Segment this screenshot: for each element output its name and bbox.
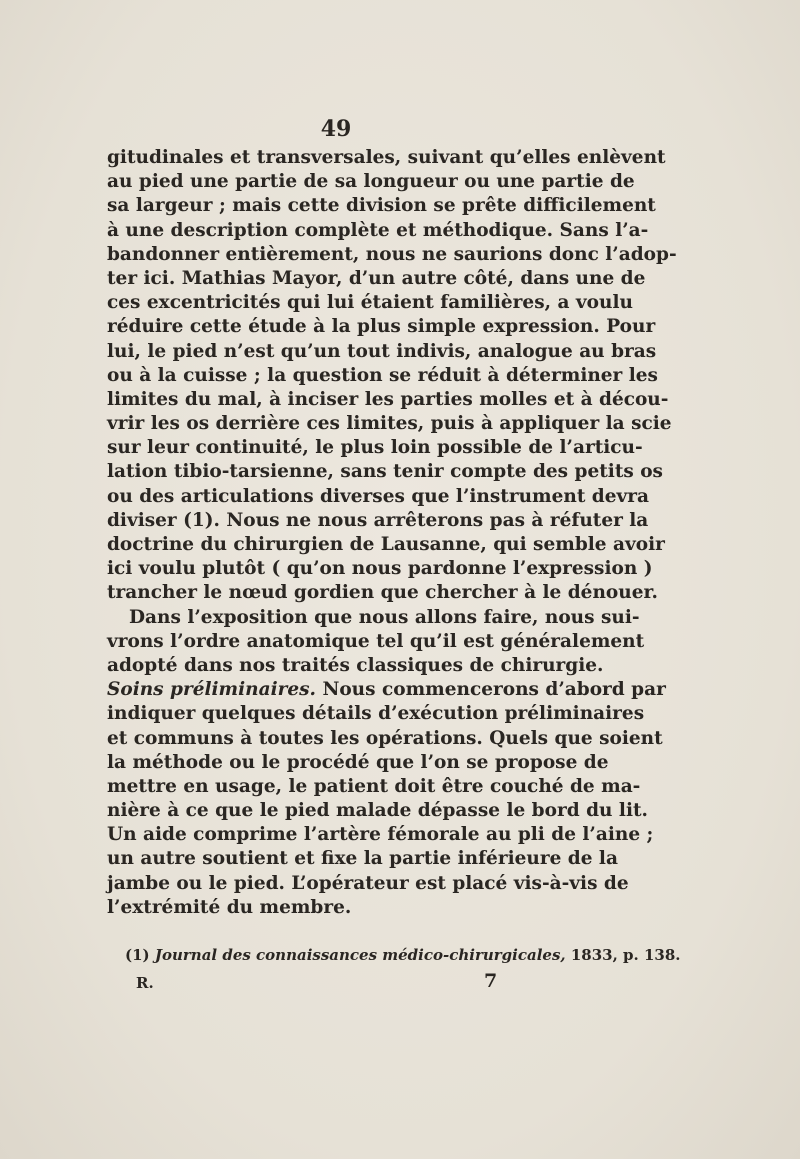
footnote-reference: 1833, p. 138. [570,946,681,964]
text-line-rest: Nous commencerons d’abord par [322,679,666,701]
text-line: lation tibio-tarsienne, sans tenir compte des petits os [107,461,663,483]
signature-mark: R. [136,974,154,992]
text-line: un autre soutient et fixe la partie inférieure de la [107,848,618,870]
text-line: ces excentricités qui lui étaient familières, a voulu [107,292,633,314]
text-line: réduire cette étude à la plus simple expression. Pour [107,316,656,338]
italic-lead: Soins préliminaires. [107,679,316,701]
folio-number: 7 [484,970,498,992]
body-text [107,146,677,920]
text-line: bandonner entièrement, nous ne saurions donc l’adop- [107,243,677,265]
text-line: la méthode ou le procédé que l’on se propose de [107,751,609,773]
text-line: mettre en usage, le patient doit être couché de ma- [107,775,641,797]
footnote-source: Journal des connaissances médico-chirurgicales, [154,946,566,964]
text-line: indiquer quelques détails d’exécution préliminaires [107,703,645,725]
text-line: trancher le nœud gordien que chercher à le dénouer. [107,582,658,604]
text-line: sur leur continuité, le plus loin possible de l’articu- [107,437,643,459]
text-line: ou à la cuisse ; la question se réduit à déterminer les [107,364,658,386]
text-line: vrons l’ordre anatomique tel qu’il est généralement [107,630,645,652]
text-line: l’extrémité du membre. [107,896,352,918]
text-line: gitudinales et transversales, suivant qu’elles enlèvent [107,147,666,168]
footnote [125,946,681,964]
text-line: à une description complète et méthodique. Sans l’a- [107,219,649,241]
text-line: Un aide comprime l’artère fémorale au pli de l’aine ; [107,824,654,846]
text-line: ici voulu plutôt ( qu’on nous pardonne l’expression ) [107,558,653,580]
page-number: 49 [320,116,352,142]
text-line: vrir les os derrière ces limites, puis à appliquer la scie [107,413,672,435]
text-line: ter ici. Mathias Mayor, d’un autre côté, dans une de [107,267,646,289]
text-line: doctrine du chirurgien de Lausanne, qui semble avoir [107,534,665,555]
text-line: jambe ou le pied. L’opérateur est placé vis-à-vis de [107,872,629,894]
text-line: adopté dans nos traités classiques de chirurgie. [107,654,604,676]
text-line: et communs à toutes les opérations. Quels que soient [107,727,663,749]
text-line: limites du mal, à inciser les parties molles et à décou- [107,388,669,410]
footnote-marker: (1) [125,946,150,964]
text-line: ou des articulations diverses que l’instrument devra [107,485,649,507]
text-line: lui, le pied n’est qu’un tout indivis, analogue au bras [107,340,657,362]
text-line-with-italic-lead [107,678,666,702]
text-line: nière à ce que le pied malade dépasse le bord du lit. [107,800,648,822]
text-line: Dans l’exposition que nous allons faire, nous sui- [129,606,640,628]
text-line: au pied une partie de sa longueur ou une partie de [107,171,635,193]
text-line: sa largeur ; mais cette division se prête difficilement [107,195,656,217]
text-line: diviser (1). Nous ne nous arrêterons pas à réfuter la [107,509,649,531]
